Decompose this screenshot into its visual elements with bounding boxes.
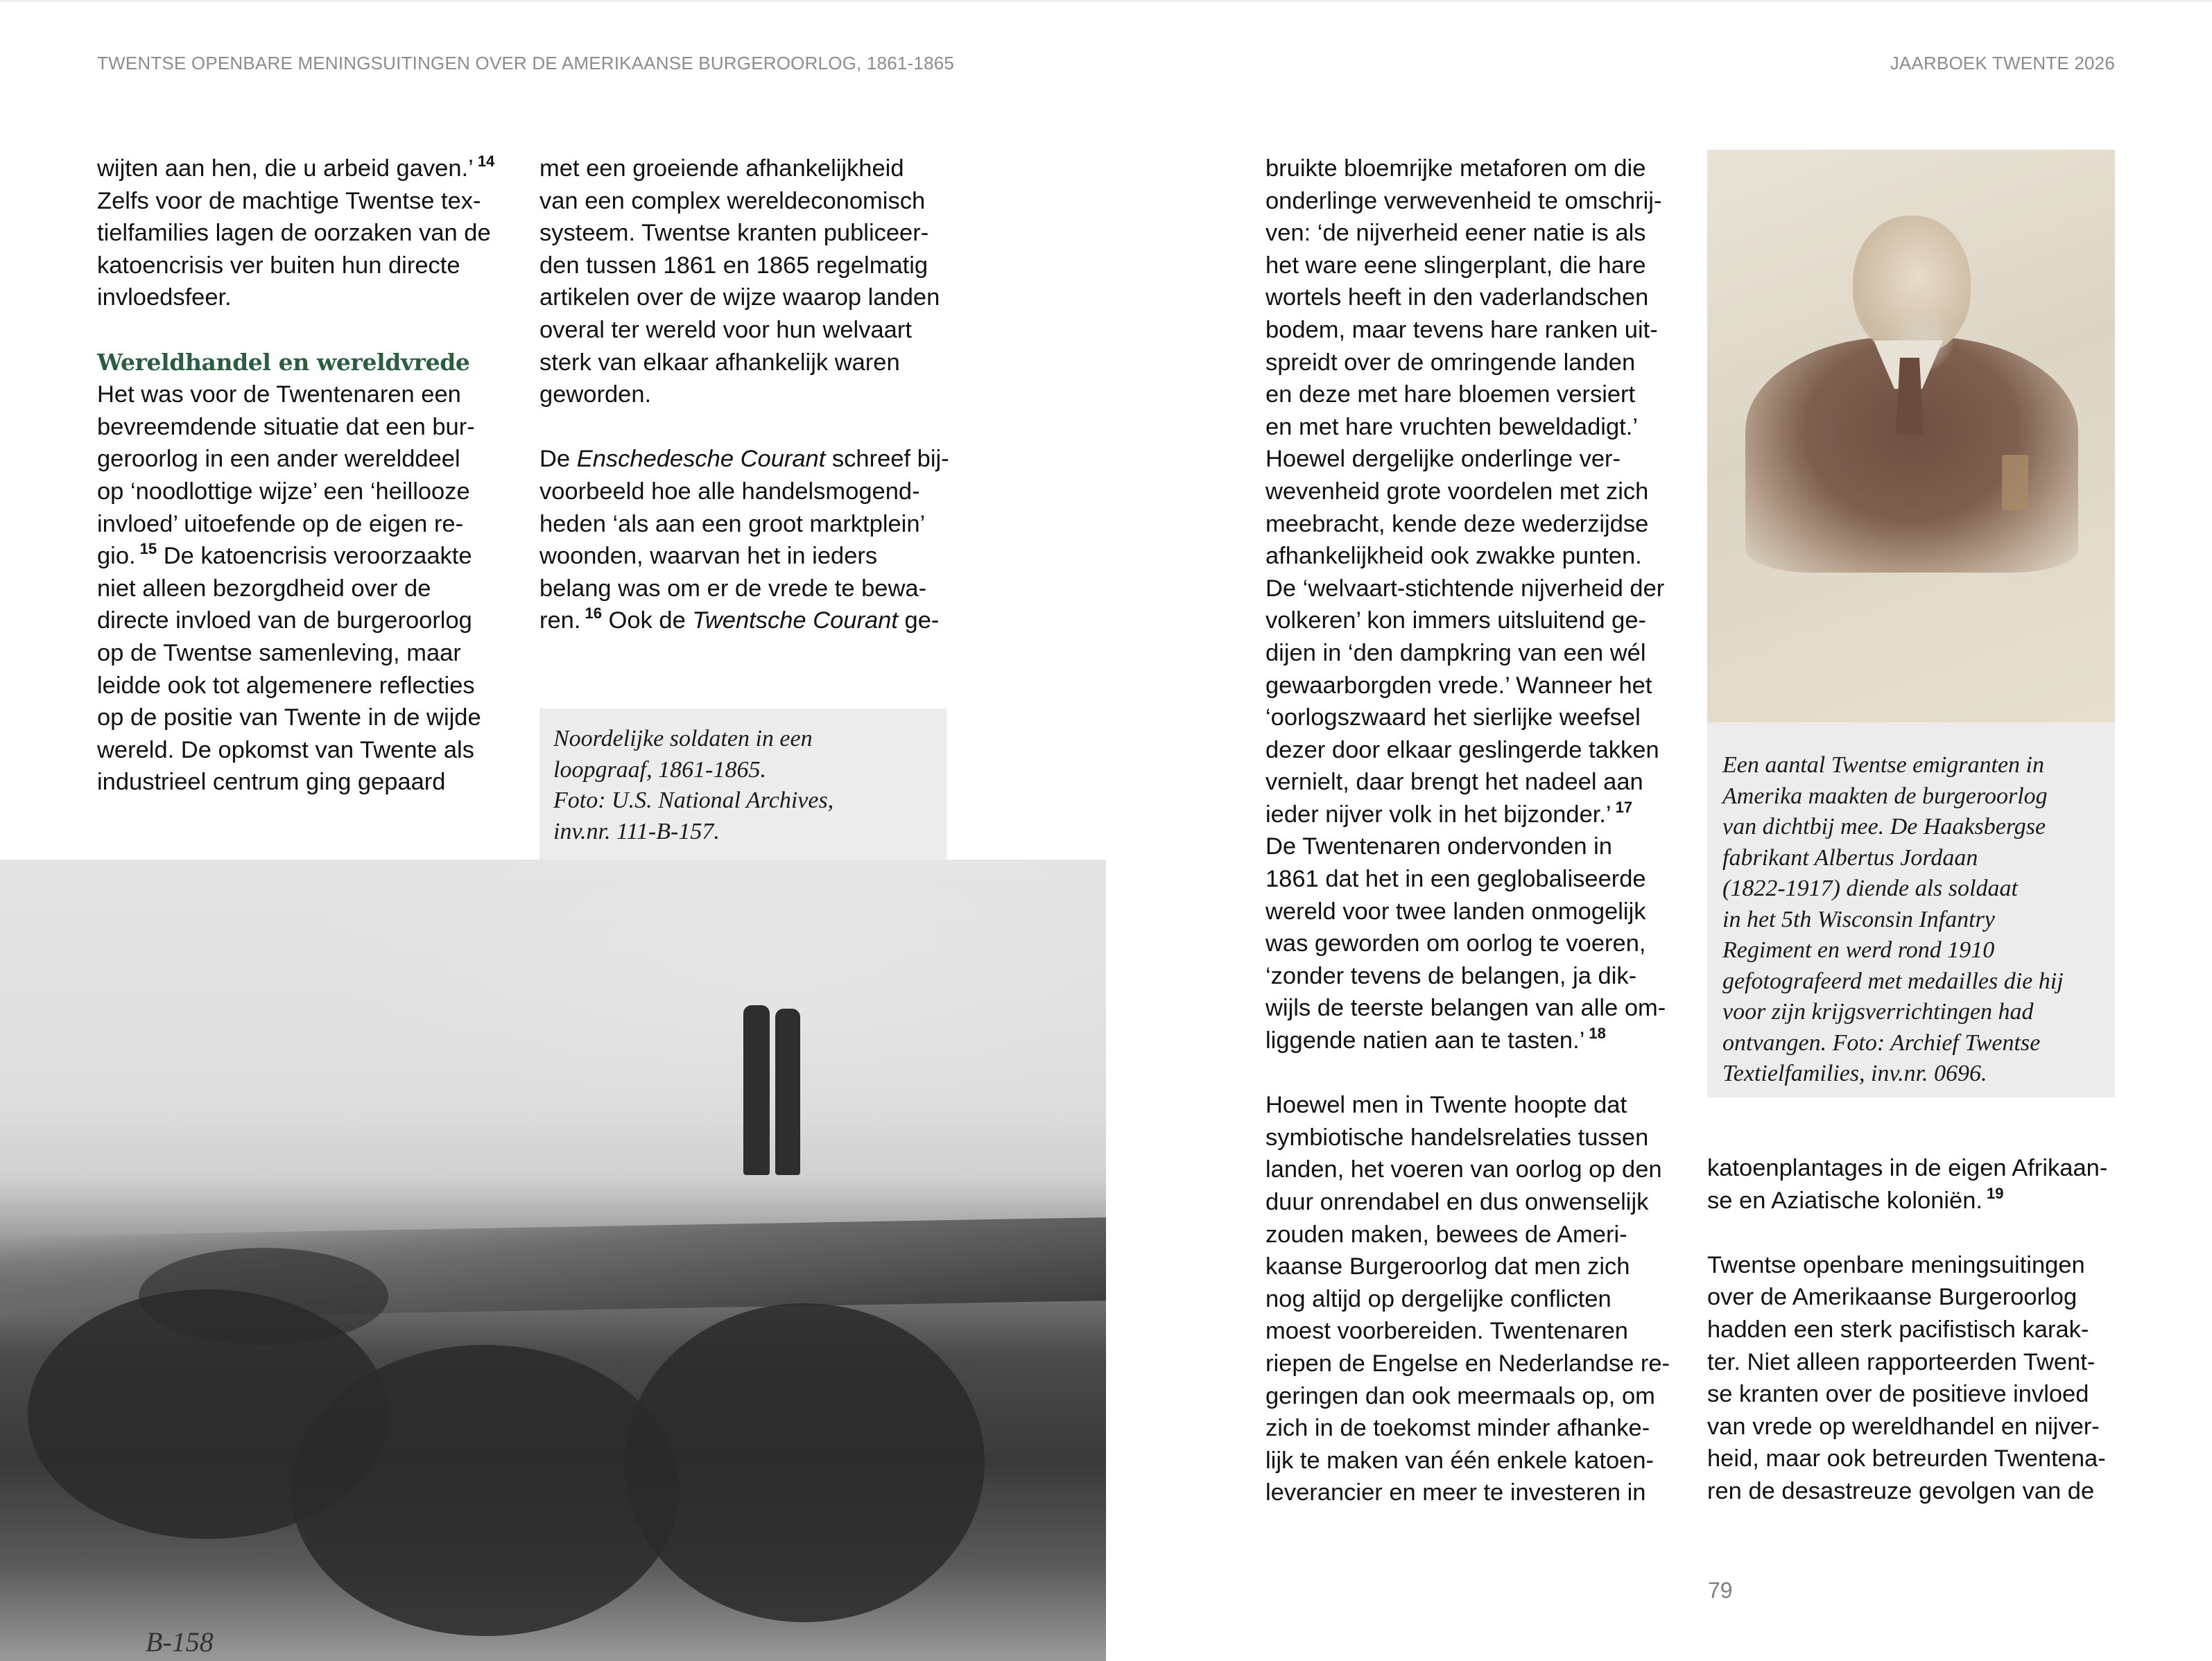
text-line: De ‘welvaart-stichtende nijverheid der <box>1265 575 1665 602</box>
text-line: op de positie van Twente in de wijde <box>97 704 481 731</box>
footnote-ref-17[interactable]: 17 <box>1615 798 1633 816</box>
caption-line: inv.nr. 111-B-157. <box>553 818 720 844</box>
text-line: sterk van elkaar afhankelijk waren <box>539 349 900 376</box>
caption-line: Regiment en werd rond 1910 <box>1722 937 1995 963</box>
text-line: gewaarborgden vrede.’ Wanneer het <box>1265 672 1652 699</box>
text-line: meebracht, kende deze wederzijdse <box>1265 510 1649 537</box>
standing-officer <box>775 1009 800 1175</box>
caption-line: gefotografeerd met medailles die hij <box>1722 968 2064 994</box>
text-line: liggende natien aan te tasten.’ $^{18}$ <box>1265 1025 1606 1054</box>
text-line: gio. $^{15}$ De katoencrisis veroorzaakte <box>97 540 472 570</box>
text-line: riepen de Engelse en Nederlandse re- <box>1265 1350 1670 1377</box>
portrait-photo-albertus-jordaan <box>1707 150 2115 722</box>
text-line: en deze met hare bloemen versiert <box>1265 381 1636 408</box>
text-line: ter. Niet alleen rapporteerden Twent- <box>1707 1348 2096 1375</box>
column-4 <box>1707 1152 2123 1508</box>
text-line: zouden maken, bewees de Ameri- <box>1265 1221 1627 1248</box>
soldier-group <box>139 1248 388 1345</box>
caption-line: van dichtbij mee. De Haaksbergse <box>1722 814 2046 840</box>
paragraph-gap <box>1265 1057 1682 1090</box>
newspaper-title: Enschedesche Courant <box>576 446 826 473</box>
page-number: 79 <box>1708 1578 1733 1603</box>
text-line: industrieel centrum ging gepaard <box>97 769 446 796</box>
text-line: De Twentenaren ondervonden in <box>1265 833 1612 860</box>
text-line: voorbeeld hoe alle handelsmogend- <box>539 478 920 505</box>
text-line: en met hare vruchten beweldadigt.’ <box>1265 413 1638 440</box>
text-line: Hoewel men in Twente hoopte dat <box>1265 1092 1627 1119</box>
text-line: wevenheid grote voordelen met zich <box>1265 478 1649 505</box>
text-line: ieder nijver volk in het bijzonder.’ $^{17}$ <box>1265 798 1633 828</box>
soldier-group <box>624 1303 985 1622</box>
text-line: Zelfs voor de machtige Twentse tex- <box>97 187 481 214</box>
paragraph-gap <box>1707 1217 2123 1249</box>
column-2 <box>539 153 949 637</box>
text-line: 1861 dat het in een geglobaliseerde <box>1265 866 1646 893</box>
text-line: woonden, waarvan het in ieders <box>539 543 878 570</box>
footnote-ref-14[interactable]: 14 <box>477 153 495 170</box>
text-line: dezer door elkaar geslingerde takken <box>1265 736 1659 763</box>
text-line: moest voorbereiden. Twentenaren <box>1265 1318 1628 1345</box>
text-line: bevreemdende situatie dat een bur- <box>97 413 475 440</box>
caption-line: Een aantal Twentse emigranten in <box>1722 752 2044 778</box>
column-3 <box>1265 153 1682 1509</box>
text-line: belang was om er de vrede te bewa- <box>539 575 927 602</box>
text-line: ‘oorlogszwaard het sierlijke weefsel <box>1265 704 1641 731</box>
photo-caption-trench <box>539 708 947 860</box>
portrait-tie <box>1896 358 1924 434</box>
text-line: artikelen over de wijze waarop landen <box>539 284 940 311</box>
text-line: ven: ‘de nijverheid eener natie is als <box>1265 220 1646 247</box>
caption-line: voor zijn krijgsverrichtingen had <box>1722 999 2034 1025</box>
text-line: dijen in ‘den dampkring van een wél <box>1265 639 1646 666</box>
column-1 <box>97 153 506 799</box>
text-line: symbiotische handelsrelaties tussen <box>1265 1124 1649 1151</box>
trench-photo <box>0 860 1106 1661</box>
caption-line: loopgraaf, 1861-1865. <box>553 756 766 783</box>
text-line: katoencrisis ver buiten hun directe <box>97 252 460 279</box>
caption-line: (1822-1917) diende als soldaat <box>1722 876 2018 901</box>
text-line: geroorlog in een ander werelddeel <box>97 446 460 473</box>
caption-line: fabrikant Albertus Jordaan <box>1722 844 1978 871</box>
running-head-left: TWENTSE OPENBARE MENINGSUITINGEN OVER DE AMERIKAANSE BURGEROORLOG, 1861-1865 <box>97 53 955 73</box>
text-line: van vrede op wereldhandel en nijver- <box>1707 1413 2100 1440</box>
paragraph-gap <box>97 314 506 347</box>
standing-officer <box>743 1005 770 1175</box>
text-line: volkeren’ kon immers uitsluitend ge- <box>1265 607 1647 634</box>
text-line: wereld voor twee landen onmogelijk <box>1265 898 1646 925</box>
text-line: was geworden om oorlog te voeren, <box>1265 930 1646 957</box>
footnote-ref-16[interactable]: 16 <box>585 605 602 623</box>
text-line: Hoewel dergelijke onderlinge ver- <box>1265 446 1621 473</box>
text-line: wereld. De opkomst van Twente als <box>97 736 474 763</box>
text-line: bodem, maar tevens hare ranken uit- <box>1265 316 1658 343</box>
caption-line: in het 5th Wisconsin Infantry <box>1722 906 1995 932</box>
footnote-ref-18[interactable]: 18 <box>1589 1025 1606 1043</box>
text-line: vernielt, daar brengt het nadeel aan <box>1265 769 1643 796</box>
text-line: directe invloed van de burgeroorlog <box>97 607 472 634</box>
caption-line: ontvangen. Foto: Archief Twentse <box>1722 1029 2041 1056</box>
text-line: lijk te maken van één enkele katoen- <box>1265 1447 1654 1474</box>
caption-line: Textielfamilies, inv.nr. 0696. <box>1722 1061 1987 1086</box>
text-line: ren de desastreuze gevolgen van de <box>1707 1477 2095 1504</box>
footnote-ref-15[interactable]: 15 <box>139 540 157 558</box>
text-line: leverancier en meer te investeren in <box>1265 1479 1646 1506</box>
text-line: niet alleen bezorgdheid over de <box>97 575 431 602</box>
caption-line: Foto: U.S. National Archives, <box>553 788 834 813</box>
text-line: Het was voor de Twentenaren een <box>97 381 461 408</box>
newspaper-title: Twentsche Courant <box>692 607 898 634</box>
text-line: heden ‘als aan een groot marktplein’ <box>539 510 926 537</box>
text-line: duur onrendabel en dus onwenselijk <box>1265 1189 1649 1215</box>
text-line: bruikte bloemrijke metaforen om die <box>1265 155 1646 182</box>
text-line: invloedsfeer. <box>97 284 232 311</box>
text-line: tielfamilies lagen de oorzaken van de <box>97 220 491 247</box>
text-line: systeem. Twentse kranten publiceer- <box>539 220 929 247</box>
text-line: katoenplantages in de eigen Afrikaan- <box>1707 1155 2108 1181</box>
text-line: Twentse openbare meningsuitingen <box>1707 1251 2085 1278</box>
text-line: heid, maar ook betreurden Twentena- <box>1707 1445 2106 1472</box>
text-line: se kranten over de positieve invloed <box>1707 1381 2089 1408</box>
text-line: De Enschedesche Courant schreef bij- <box>539 446 949 473</box>
text-line: overal ter wereld voor hun welvaart <box>539 316 912 343</box>
text-line: met een groeiende afhankelijkheid <box>539 155 904 182</box>
text-line: afhankelijkheid ook zwakke punten. <box>1265 543 1642 570</box>
text-line: invloed’ uitoefende op de eigen re- <box>97 510 464 537</box>
text-line: over de Amerikaanse Burgeroorlog <box>1707 1284 2077 1311</box>
text-line: op de Twentse samenleving, maar <box>97 639 461 666</box>
section-heading: Wereldhandel en wereldvrede <box>97 348 470 376</box>
text-line: wijls de teerste belangen van alle om- <box>1265 995 1666 1022</box>
text-line: het ware eene slingerplant, die hare <box>1265 252 1646 279</box>
text-line: op ‘noodlottige wijze’ een ‘heillooze <box>97 478 470 505</box>
text-line: landen, het voeren van oorlog op den <box>1265 1156 1662 1183</box>
running-head-right: JAARBOEK TWENTE 2026 <box>1890 53 2115 73</box>
footnote-ref-19[interactable]: 19 <box>1987 1184 2004 1202</box>
text-line: den tussen 1861 en 1865 regelmatig <box>539 252 928 279</box>
text-line: wortels heeft in den vaderlandschen <box>1265 284 1649 311</box>
caption-line: Noordelijke soldaten in een <box>553 726 813 751</box>
text-line: hadden een sterk pacifistisch karak- <box>1707 1316 2089 1343</box>
text-line: nog altijd op dergelijke conflicten <box>1265 1285 1612 1312</box>
text-line: onderlinge verwevenheid te omschrij- <box>1265 187 1662 214</box>
text-line: leidde ook tot algemenere reflecties <box>97 672 475 699</box>
text-line: van een complex wereldeconomisch <box>539 187 926 214</box>
text-line: spreidt over de omringende landen <box>1265 349 1636 376</box>
plate-number: B-158 <box>146 1626 214 1658</box>
text-line: ‘zonder tevens de belangen, ja dik- <box>1265 962 1637 989</box>
page-top-rule <box>0 0 2212 2</box>
soldier-group <box>291 1345 680 1636</box>
caption-line: Amerika maakten de burgeroorlog <box>1722 783 2048 809</box>
text-line: geringen dan ook meermaals op, om <box>1265 1382 1655 1409</box>
text-line: wijten aan hen, die u arbeid gaven.’ $^{14}$ <box>97 153 495 182</box>
medal-icon <box>2002 455 2028 510</box>
text-line: se en Aziatische koloniën. $^{19}$ <box>1707 1184 2004 1214</box>
paragraph-gap <box>539 411 949 444</box>
text-line: kaanse Burgeroorlog dat men zich <box>1265 1253 1630 1280</box>
text-line: ren. $^{16}$ Ook de Twentsche Courant ge- <box>539 605 940 634</box>
photo-caption-portrait <box>1707 722 2115 1097</box>
text-line: geworden. <box>539 381 652 408</box>
text-line: zich in de toekomst minder afhanke- <box>1265 1415 1650 1442</box>
